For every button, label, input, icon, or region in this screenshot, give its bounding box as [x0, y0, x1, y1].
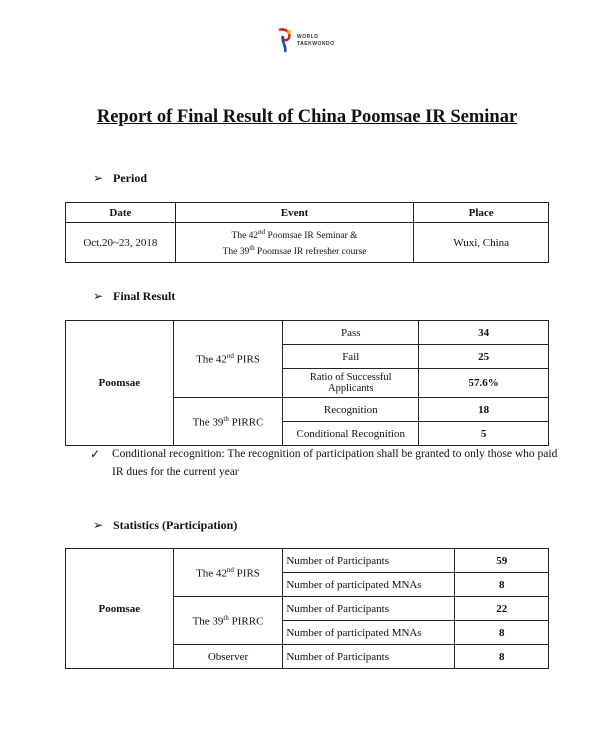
conditional-note [92, 445, 562, 481]
section-heading-final-result: ➢ Final Result [93, 289, 176, 303]
logo-emblem-icon [275, 26, 297, 60]
stats-row-value: 8 [455, 621, 549, 645]
period-place: Wuxi, China [414, 223, 549, 263]
final-row-value: 57.6% [419, 369, 549, 398]
final-row-value: 25 [419, 345, 549, 369]
logo-text: WORLD TAEKWONDO [297, 34, 335, 47]
arrow-bullet-icon: ➢ [93, 289, 104, 303]
final-category: Poomsae [66, 321, 174, 446]
final-row-label: Conditional Recognition [283, 422, 419, 446]
period-table [65, 202, 549, 263]
world-taekwondo-logo [275, 26, 345, 60]
final-row-label: Pass [283, 321, 419, 345]
stats-row-label: Number of Participants [283, 549, 455, 573]
arrow-bullet-icon: ➢ [93, 171, 104, 185]
stats-observer-label: Observer [173, 645, 283, 669]
stats-row-value: 8 [455, 645, 549, 669]
final-row-value: 5 [419, 422, 549, 446]
stats-row-value: 8 [455, 573, 549, 597]
stats-row-value: 59 [455, 549, 549, 573]
page-title: Report of Final Result of China Poomsae IR Seminar [96, 107, 518, 127]
final-row-value: 18 [419, 398, 549, 422]
final-row-label: Fail [283, 345, 419, 369]
final-row-value: 34 [419, 321, 549, 345]
statistics-table [65, 548, 549, 669]
header-event: Event [175, 203, 414, 223]
section-heading-statistics: ➢ Statistics (Participation) [93, 518, 238, 532]
stats-category: Poomsae [66, 549, 174, 669]
stats-pirrc-label: The 39th PIRRC [173, 597, 283, 645]
stats-row-label: Number of Participants [283, 597, 455, 621]
stats-row-value: 22 [455, 597, 549, 621]
stats-pirs-label: The 42nd PIRS [173, 549, 283, 597]
final-pirs-label: The 42nd PIRS [173, 321, 283, 398]
stats-row-label: Number of participated MNAs [283, 573, 455, 597]
final-pirrc-label: The 39th PIRRC [173, 398, 283, 446]
stats-row-label: Number of participated MNAs [283, 621, 455, 645]
stats-row-label: Number of Participants [283, 645, 455, 669]
checkmark-icon: ✓ [90, 447, 101, 461]
note-text: Conditional recognition: The recognition of participation shall be granted to only those who paid IR dues for the current year [112, 448, 558, 478]
final-row-label: Ratio of Successful Applicants [283, 369, 419, 398]
arrow-bullet-icon: ➢ [93, 518, 104, 532]
header-place: Place [414, 203, 549, 223]
final-result-table [65, 320, 549, 446]
period-event: The 42nd Poomsae IR Seminar & The 39th Poomsae IR refresher course [175, 223, 414, 263]
final-row-label: Recognition [283, 398, 419, 422]
header-date: Date [66, 203, 176, 223]
period-date: Oct.20~23, 2018 [66, 223, 176, 263]
section-heading-period: ➢ Period [93, 171, 147, 185]
